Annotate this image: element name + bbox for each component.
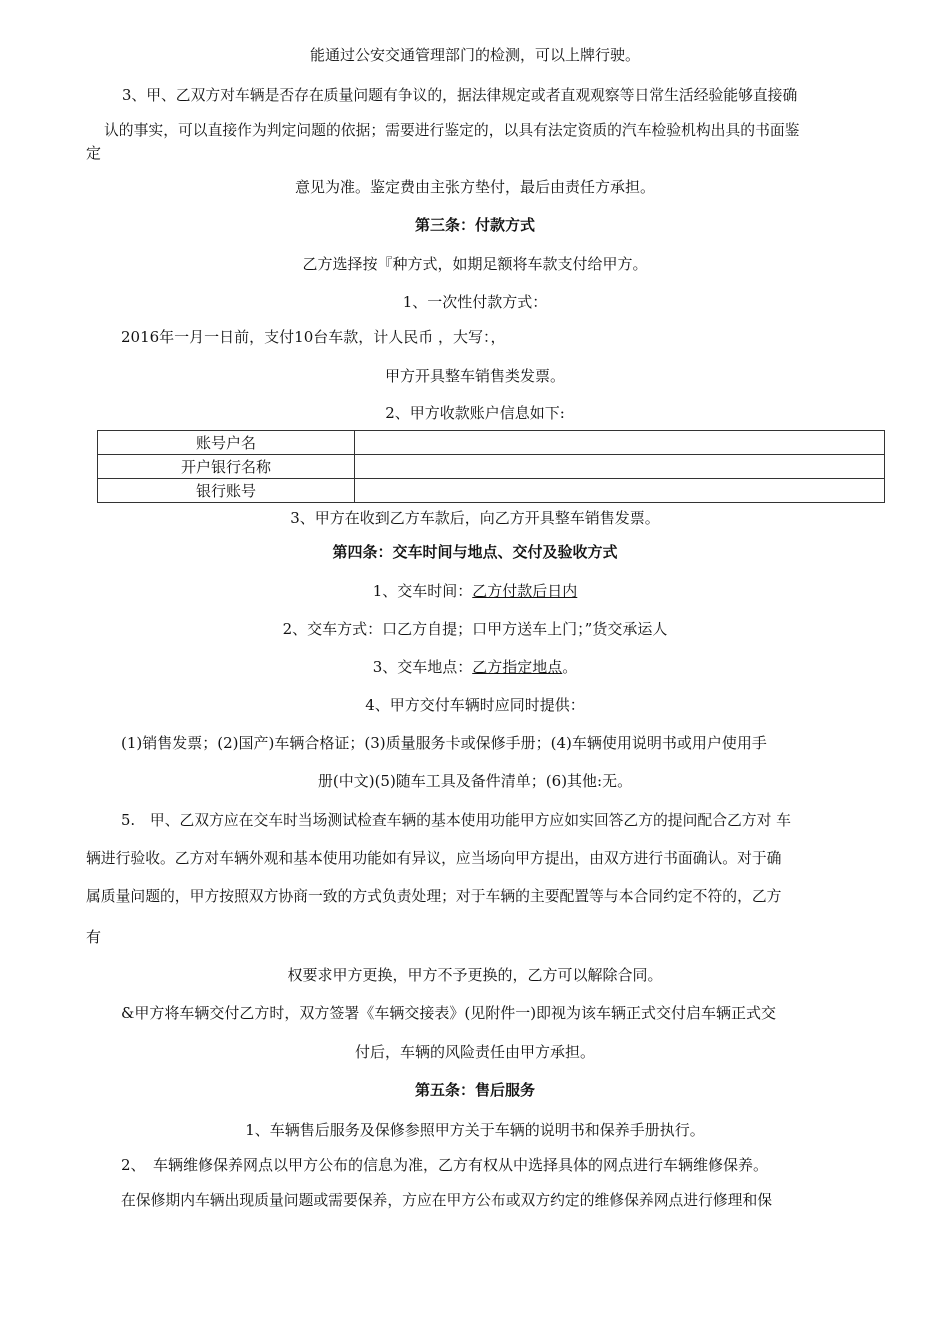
bank-name-value — [355, 455, 885, 479]
section-heading-4: 第四条：交车时间与地点、交付及验收方式 — [332, 543, 618, 561]
text-line: 能通过公安交通管理部门的检测，可以上牌行驶。 — [309, 46, 640, 64]
text-line: &甲方将车辆交付乙方时，双方签署《车辆交接表》(见附件一)即视为该车辆正式交付启车辆正式交 — [121, 1004, 777, 1022]
delivery-time-label: 1、交车时间： — [372, 582, 473, 600]
text-line: 4、甲方交付车辆时应同时提供： — [365, 696, 585, 714]
delivery-time-line — [0, 581, 950, 601]
text-line: 付后，车辆的风险责任由甲方承担。 — [354, 1043, 595, 1061]
bank-account-value — [355, 479, 885, 503]
text-line: (1)销售发票；(2)国产)车辆合格证；(3)质量服务卡或保修手册；(4)车辆使用说明书或用户使用手 — [121, 734, 767, 752]
account-name-value — [355, 431, 885, 455]
delivery-place-line — [0, 657, 950, 677]
section-heading-5: 第五条：售后服务 — [414, 1081, 535, 1099]
delivery-time-value: 乙方付款后日内 — [472, 582, 578, 600]
text-line: 5. 甲、乙双方应在交车时当场测试检查车辆的基本使用功能甲方应如实回答乙方的提问配合乙方对 车 — [121, 812, 791, 829]
bank-name-label: 开户银行名称 — [98, 455, 355, 479]
account-name-label: 账号户名 — [98, 431, 355, 455]
section-heading-3: 第三条：付款方式 — [414, 216, 535, 234]
text-line: 1、车辆售后服务及保修参照甲方关于车辆的说明书和保养手册执行。 — [245, 1121, 705, 1139]
text-line: 在保修期内车辆出现质量问题或需要保养，方应在甲方公布或双方约定的维修保养网点进行修理和保 — [121, 1192, 773, 1209]
text-line: 甲方开具整车销售类发票。 — [384, 367, 565, 385]
text-line: 乙方选择按『种方式，如期足额将车款支付给甲方。 — [302, 255, 648, 273]
text-line: 1、一次性付款方式： — [402, 293, 548, 311]
bank-account-label: 银行账号 — [98, 479, 355, 503]
text-line: 3、甲方在收到乙方车款后，向乙方开具整车销售发票。 — [290, 509, 660, 527]
text-line: 2016年一月一日前，支付10台车款，计人民币 ，大写：， — [121, 328, 506, 346]
table-row — [98, 479, 885, 503]
punctuation: 。 — [562, 658, 578, 676]
table-row — [98, 455, 885, 479]
text-line: 2、交车方式：口乙方自提；口甲方送车上门；”货交承运人 — [282, 620, 668, 638]
text-line: 2、 车辆维修保养网点以甲方公布的信息为准，乙方有权从中选择具体的网点进行车辆维修保养。 — [121, 1156, 769, 1174]
text-line: 有 — [86, 928, 102, 946]
text-line: 册(中文)(5)随车工具及备件清单；(6)其他:无。 — [317, 772, 633, 790]
text-line: 权要求甲方更换，甲方不予更换的，乙方可以解除合同。 — [287, 966, 663, 984]
text-line: 认的事实，可以直接作为判定问题的依据；需要进行鉴定的，以具有法定资质的汽车检验机构出具的书面鉴 — [104, 122, 800, 139]
account-info-table — [97, 430, 885, 503]
delivery-place-label: 3、交车地点： — [372, 658, 473, 676]
table-row — [98, 431, 885, 455]
delivery-place-value: 乙方指定地点 — [472, 658, 563, 676]
text-line: 3、甲、乙双方对车辆是否存在质量问题有争议的，据法律规定或者直观观察等日常生活经验能够直接确 — [122, 87, 798, 104]
text-line: 属质量问题的，甲方按照双方协商一致的方式负责处理；对于车辆的主要配置等与本合同约定不符的，乙方 — [86, 888, 782, 905]
text-line: 定 — [86, 144, 102, 162]
text-line: 2、甲方收款账户信息如下: — [385, 404, 565, 422]
text-line: 辆进行验收。乙方对车辆外观和基本使用功能如有异议，应当场向甲方提出，由双方进行书面确认。对于确 — [86, 850, 782, 867]
text-line: 意见为准。鉴定费由主张方垫付，最后由责任方承担。 — [294, 178, 655, 196]
